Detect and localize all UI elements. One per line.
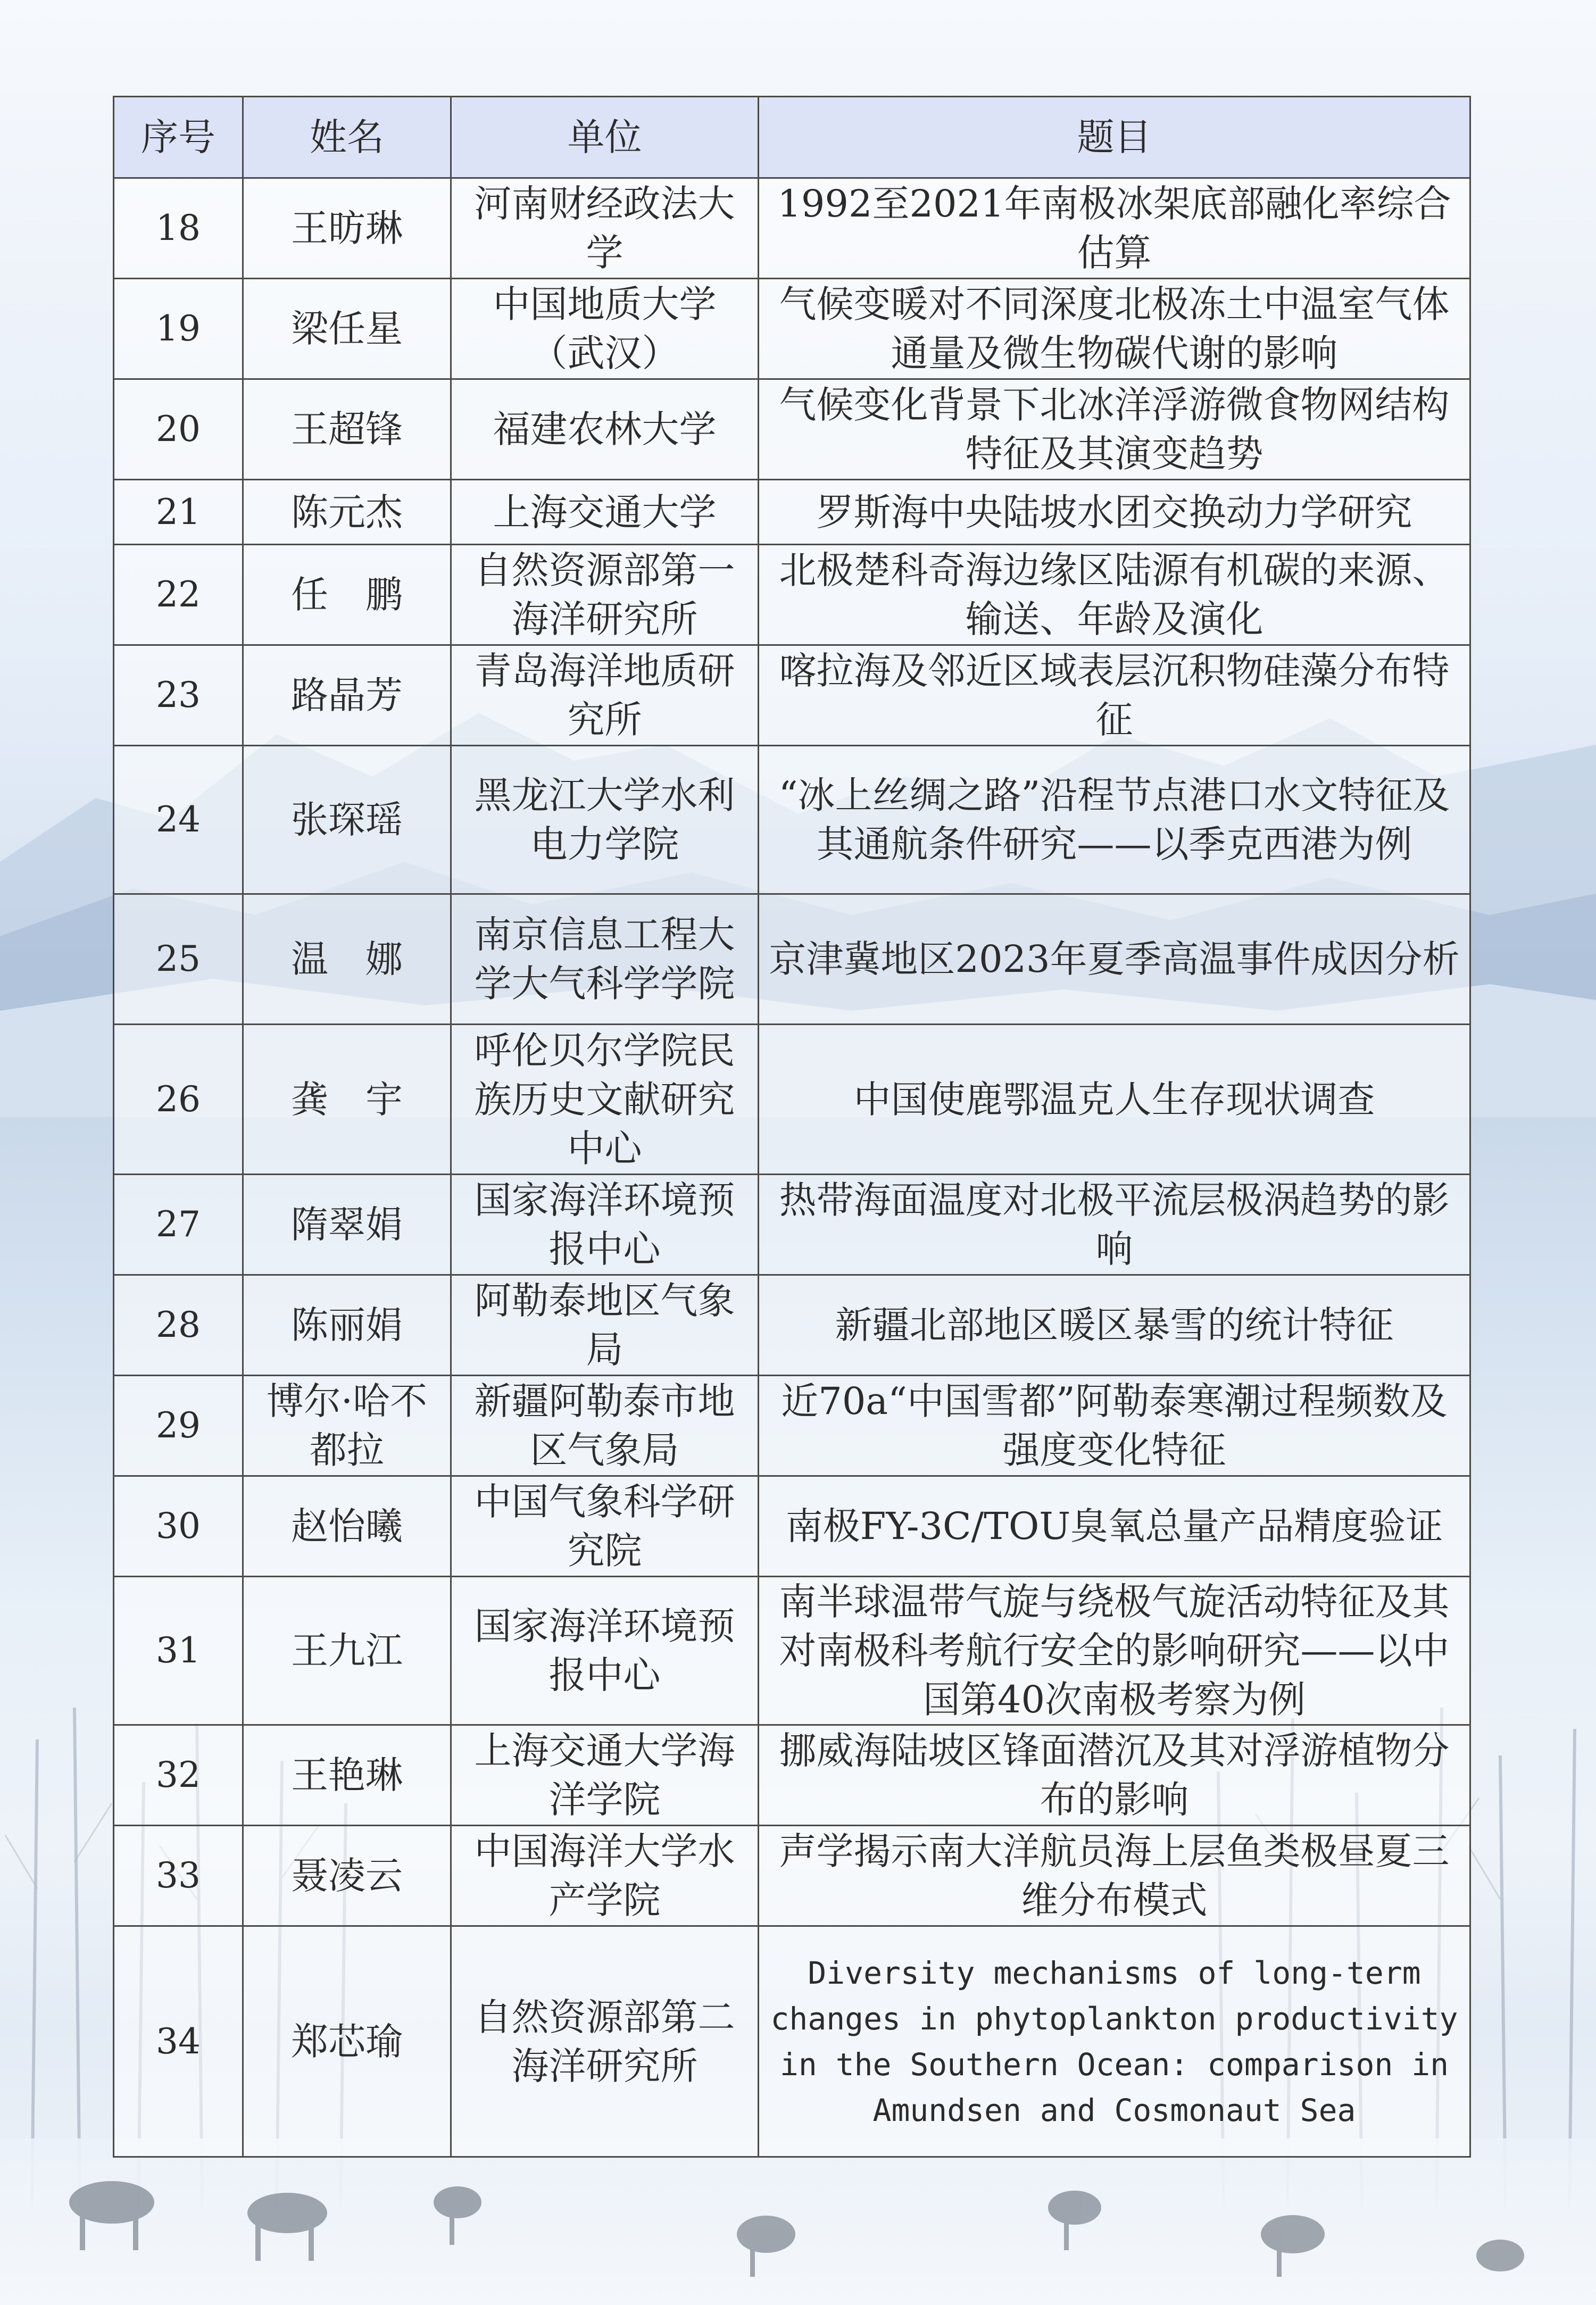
cell-number: 24 (114, 746, 243, 894)
cell-number: 27 (114, 1175, 243, 1275)
cell-title: “冰上丝绸之路”沿程节点港口水文特征及其通航条件研究——以季克西港为例 (759, 746, 1470, 894)
table-row (114, 545, 1470, 645)
cell-name: 王艳琳 (243, 1725, 451, 1826)
cell-number: 28 (114, 1275, 243, 1376)
cell-number: 19 (114, 279, 243, 379)
table-row (114, 279, 1470, 379)
table-row (114, 1577, 1470, 1725)
cell-unit: 中国海洋大学水产学院 (451, 1826, 759, 1926)
cell-number: 30 (114, 1476, 243, 1577)
cell-number: 23 (114, 645, 243, 746)
cell-unit: 新疆阿勒泰市地区气象局 (451, 1376, 759, 1476)
cell-name: 龚 宇 (243, 1025, 451, 1175)
table-row (114, 746, 1470, 894)
table-row (114, 894, 1470, 1025)
cell-unit: 自然资源部第一海洋研究所 (451, 545, 759, 645)
cell-title: 气候变暖对不同深度北极冻土中温室气体通量及微生物碳代谢的影响 (759, 279, 1470, 379)
table-row (114, 1175, 1470, 1275)
table-row (114, 480, 1470, 545)
cell-unit: 国家海洋环境预报中心 (451, 1175, 759, 1275)
cell-unit: 呼伦贝尔学院民族历史文献研究中心 (451, 1025, 759, 1175)
cell-name: 张琛瑶 (243, 746, 451, 894)
cell-title: 北极楚科奇海边缘区陆源有机碳的来源、输送、年龄及演化 (759, 545, 1470, 645)
table-row (114, 1275, 1470, 1376)
cell-unit: 中国地质大学（武汉） (451, 279, 759, 379)
header-number: 序号 (114, 97, 243, 178)
cell-name: 隋翠娟 (243, 1175, 451, 1275)
table-row (114, 1926, 1470, 2157)
cell-unit: 国家海洋环境预报中心 (451, 1577, 759, 1725)
cell-name: 王昉琳 (243, 178, 451, 279)
cell-unit: 黑龙江大学水利电力学院 (451, 746, 759, 894)
table-row (114, 178, 1470, 279)
participant-table (113, 96, 1471, 2158)
cell-number: 34 (114, 1926, 243, 2157)
cell-number: 20 (114, 379, 243, 480)
cell-unit: 青岛海洋地质研究所 (451, 645, 759, 746)
table-row (114, 1025, 1470, 1175)
cell-unit: 阿勒泰地区气象局 (451, 1275, 759, 1376)
cell-title: 京津冀地区2023年夏季高温事件成因分析 (759, 894, 1470, 1025)
cell-number: 25 (114, 894, 243, 1025)
cell-name: 温 娜 (243, 894, 451, 1025)
header-name: 姓名 (243, 97, 451, 178)
cell-name: 王超锋 (243, 379, 451, 480)
cell-name: 陈元杰 (243, 480, 451, 545)
cell-unit: 中国气象科学研究院 (451, 1476, 759, 1577)
cell-title: 声学揭示南大洋航员海上层鱼类极昼夏三维分布模式 (759, 1826, 1470, 1926)
cell-title: 挪威海陆坡区锋面潜沉及其对浮游植物分布的影响 (759, 1725, 1470, 1826)
cell-unit: 上海交通大学 (451, 480, 759, 545)
table-row (114, 1376, 1470, 1476)
cell-name: 陈丽娟 (243, 1275, 451, 1376)
cell-number: 29 (114, 1376, 243, 1476)
cell-title: 1992至2021年南极冰架底部融化率综合估算 (759, 178, 1470, 279)
cell-unit: 南京信息工程大学大气科学学院 (451, 894, 759, 1025)
cell-title: 喀拉海及邻近区域表层沉积物硅藻分布特征 (759, 645, 1470, 746)
table-header-row (114, 97, 1470, 178)
cell-name: 郑芯瑜 (243, 1926, 451, 2157)
table-row (114, 1826, 1470, 1926)
cell-name: 梁任星 (243, 279, 451, 379)
cell-number: 22 (114, 545, 243, 645)
cell-title: 气候变化背景下北冰洋浮游微食物网结构特征及其演变趋势 (759, 379, 1470, 480)
reindeer-silhouettes (0, 2165, 1596, 2305)
cell-unit: 自然资源部第二海洋研究所 (451, 1926, 759, 2157)
cell-name: 任 鹏 (243, 545, 451, 645)
cell-number: 26 (114, 1025, 243, 1175)
cell-title: 热带海面温度对北极平流层极涡趋势的影响 (759, 1175, 1470, 1275)
cell-title: 南半球温带气旋与绕极气旋活动特征及其对南极科考航行安全的影响研究——以中国第40次南极考察为例 (759, 1577, 1470, 1725)
header-title: 题目 (759, 97, 1470, 178)
cell-unit: 福建农林大学 (451, 379, 759, 480)
participant-table-container (113, 96, 1469, 2158)
cell-title: 中国使鹿鄂温克人生存现状调查 (759, 1025, 1470, 1175)
cell-name: 路晶芳 (243, 645, 451, 746)
table-body (114, 178, 1470, 2157)
cell-title: 近70a“中国雪都”阿勒泰寒潮过程频数及强度变化特征 (759, 1376, 1470, 1476)
cell-name: 博尔·哈不都拉 (243, 1376, 451, 1476)
table-row (114, 379, 1470, 480)
cell-unit: 河南财经政法大学 (451, 178, 759, 279)
cell-number: 21 (114, 480, 243, 545)
cell-name: 聂凌云 (243, 1826, 451, 1926)
table-row (114, 1476, 1470, 1577)
cell-title: 南极FY-3C/TOU臭氧总量产品精度验证 (759, 1476, 1470, 1577)
cell-unit: 上海交通大学海洋学院 (451, 1725, 759, 1826)
table-row (114, 1725, 1470, 1826)
cell-name: 赵怡曦 (243, 1476, 451, 1577)
header-unit: 单位 (451, 97, 759, 178)
cell-title: 罗斯海中央陆坡水团交换动力学研究 (759, 480, 1470, 545)
table-row (114, 645, 1470, 746)
cell-number: 18 (114, 178, 243, 279)
cell-number: 32 (114, 1725, 243, 1826)
cell-number: 33 (114, 1826, 243, 1926)
cell-number: 31 (114, 1577, 243, 1725)
cell-title: Diversity mechanisms of long-term changes in phytoplankton productivity in the Southern Ocean: comparison in Amundsen and Cosmonaut Sea (759, 1926, 1470, 2157)
cell-name: 王九江 (243, 1577, 451, 1725)
cell-title: 新疆北部地区暖区暴雪的统计特征 (759, 1275, 1470, 1376)
